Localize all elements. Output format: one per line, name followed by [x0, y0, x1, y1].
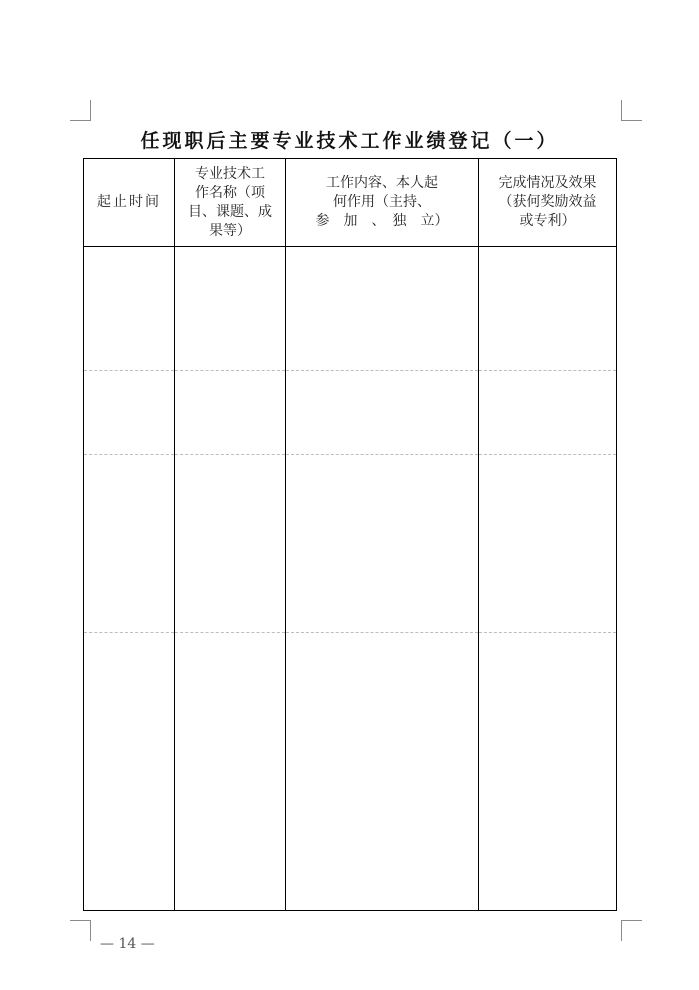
header-period — [84, 159, 175, 247]
table-cell[interactable] — [84, 371, 175, 455]
table-row — [84, 455, 617, 633]
header-results-label: 完成情况及效果 （获何奖励效益 或专利） — [498, 175, 597, 229]
table-cell[interactable] — [286, 633, 479, 911]
page-title: 任现职后主要专业技术工作业绩登记（一） — [140, 130, 559, 152]
table-cell[interactable] — [479, 455, 617, 633]
header-work-content-label: 工作内容、本人起 何作用（主持、 参 加 、 独 立） — [315, 175, 449, 229]
table-row — [84, 371, 617, 455]
table-cell[interactable] — [175, 247, 286, 371]
table-cell[interactable] — [479, 247, 617, 371]
header-work-name-label: 专业技术工 作名称（项 目、课题、成 果等） — [188, 165, 272, 239]
achievement-register-table — [83, 158, 617, 911]
table-cell[interactable] — [479, 633, 617, 911]
table-cell[interactable] — [175, 371, 286, 455]
table-row — [84, 247, 617, 371]
table-cell[interactable] — [479, 371, 617, 455]
header-work-name — [175, 159, 286, 247]
table-row — [84, 633, 617, 911]
table-cell[interactable] — [286, 371, 479, 455]
table-cell[interactable] — [84, 247, 175, 371]
crop-mark-bottom-left — [70, 920, 91, 941]
crop-mark-bottom-right — [621, 920, 642, 941]
header-results — [479, 159, 617, 247]
table-cell[interactable] — [286, 455, 479, 633]
table-cell[interactable] — [84, 633, 175, 911]
header-work-content — [286, 159, 479, 247]
table-cell[interactable] — [175, 455, 286, 633]
table-cell[interactable] — [286, 247, 479, 371]
table-header-row — [84, 159, 617, 247]
crop-mark-top-left — [70, 100, 91, 121]
page-number: — 14 — — [100, 936, 155, 952]
table-cell[interactable] — [175, 633, 286, 911]
table-cell[interactable] — [84, 455, 175, 633]
crop-mark-top-right — [621, 100, 642, 121]
header-period-label: 起止时间 — [97, 194, 161, 210]
